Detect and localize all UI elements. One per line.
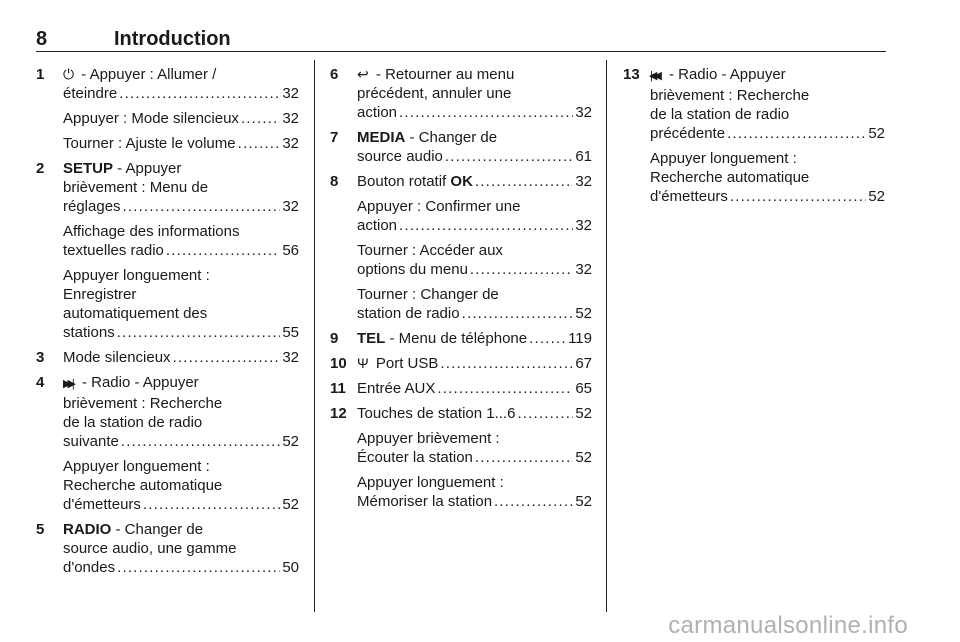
item-text: Appuyer longuement : [650,150,797,167]
leader-dots [119,84,280,103]
leader-dots [475,448,573,467]
column-3 [623,65,885,212]
list-item [330,329,592,348]
item-number: 13 [623,66,640,83]
leader-dots [117,323,281,342]
item-text: - Retourner au menu [371,66,515,83]
item-text: réglages [63,198,121,215]
item-text: d'émetteurs [650,188,728,205]
button-name: OK [450,173,473,190]
list-item [330,473,592,511]
page-reference[interactable]: 50 [282,559,299,576]
item-text: Appuyer : Confirmer une [357,198,521,215]
item-text: Tourner : Ajuste le volume [63,135,236,152]
leader-dots [143,495,280,514]
item-text: de la station de radio [63,414,203,431]
leader-dots [241,109,280,128]
item-text: - Radio - Appuyer [664,66,786,83]
list-item [330,429,592,467]
item-text: Tourner : Changer de [357,286,499,303]
leader-dots [121,432,280,451]
item-text: brièvement : Menu de [63,179,209,196]
item-text: Bouton rotatif [357,173,451,190]
list-item [330,285,592,323]
leader-dots [517,404,573,423]
item-number: 3 [36,349,45,366]
item-text: options du menu [357,261,468,278]
page-reference[interactable]: 61 [575,148,592,165]
page-reference[interactable]: 65 [575,380,592,397]
item-text: Enregistrer [63,286,137,303]
leader-dots [440,354,573,373]
item-text: action [357,104,398,121]
list-item [36,222,299,260]
leader-dots [166,241,280,260]
item-text: éteindre [63,85,118,102]
page-reference[interactable]: 32 [282,110,299,127]
item-number: 8 [330,173,339,190]
list-item [330,404,592,423]
column-2 [330,65,592,517]
watermark[interactable]: carmanualsonline.info [668,612,908,639]
item-text: précédent, annuler une [357,85,512,102]
item-text: stations [63,324,115,341]
item-text: textuelles radio [63,242,164,259]
page-reference[interactable]: 52 [868,188,885,205]
page-reference[interactable]: 56 [282,242,299,259]
list-item [330,197,592,235]
item-number: 4 [36,374,45,391]
list-item [330,172,592,191]
page-number: 8 [36,28,48,50]
leader-dots [399,103,573,122]
column-divider [314,60,315,612]
page-reference[interactable]: 32 [575,173,592,190]
item-text: - Changer de [111,521,204,538]
leader-dots [117,558,280,577]
item-text: - Appuyer : Allumer / [77,66,217,83]
item-text: Tourner : Accéder aux [357,242,503,259]
list-item [36,65,299,103]
leader-dots [475,172,573,191]
item-text: source audio, une gamme [63,540,237,557]
item-text: Entrée AUX [357,380,436,397]
item-number: 6 [330,66,339,83]
item-text: Appuyer longuement : [63,267,210,284]
item-text: d'émetteurs [63,496,141,513]
leader-dots [399,216,573,235]
page-reference[interactable]: 52 [575,493,592,510]
item-text: Touches de station 1...6 [357,405,516,422]
list-item [36,159,299,216]
item-text: station de radio [357,305,460,322]
page-reference[interactable]: 119 [568,330,592,347]
item-text: action [357,217,398,234]
page-reference[interactable]: 52 [282,496,299,513]
item-text: Recherche automatique [63,477,223,494]
item-text: Affichage des informations [63,223,240,240]
column-1 [36,65,299,583]
page-reference[interactable]: 52 [575,305,592,322]
list-item [36,109,299,128]
item-text: Appuyer longuement : [63,458,210,475]
button-name: RADIO [63,521,112,538]
page-header [36,28,886,52]
list-item [330,128,592,166]
item-number: 12 [330,405,347,422]
leader-dots [494,492,573,511]
leader-dots [730,187,866,206]
page-reference[interactable]: 32 [575,261,592,278]
item-number: 2 [36,160,45,177]
leader-dots [445,147,573,166]
item-text: automatiquement des [63,305,208,322]
page-reference[interactable]: 52 [282,433,299,450]
item-text: brièvement : Recherche [63,395,223,412]
power-icon: ⏻ [63,66,75,82]
button-name: MEDIA [357,129,406,146]
item-text: Appuyer longuement : [357,474,504,491]
page-reference[interactable]: 32 [575,104,592,121]
list-item [36,520,299,577]
page-reference[interactable]: 32 [575,217,592,234]
item-number: 10 [330,355,347,372]
item-number: 11 [330,380,346,397]
list-item [330,354,592,373]
leader-dots [727,124,866,143]
page-reference[interactable]: 32 [282,349,299,366]
page-reference[interactable]: 52 [868,125,885,142]
item-text: Mémoriser la station [357,493,493,510]
item-text: brièvement : Recherche [650,87,810,104]
item-number: 5 [36,521,45,538]
item-text: précédente [650,125,726,142]
item-text: Appuyer : Mode silencieux [63,110,239,127]
item-number: 7 [330,129,339,146]
button-name: TEL [357,330,386,347]
list-item [330,379,592,398]
page-reference[interactable]: 67 [575,355,592,372]
item-text: suivante [63,433,119,450]
item-text: source audio [357,148,443,165]
item-text: d'ondes [63,559,116,576]
list-item [36,373,299,451]
item-text: Écouter la station [357,449,473,466]
list-item [36,134,299,153]
item-text: Recherche automatique [650,169,810,186]
item-text: de la station de radio [650,106,790,123]
item-text: - Menu de téléphone [385,330,528,347]
item-text: - Appuyer [113,160,182,177]
page-reference[interactable]: 32 [282,85,299,102]
item-text: Port USB [371,355,439,372]
seek-forward-icon: ▶▶| [63,378,71,390]
header-rule [36,51,886,52]
item-text: Appuyer brièvement : [357,430,500,447]
leader-dots [173,348,281,367]
list-item [623,149,885,206]
list-item [623,65,885,143]
item-text: - Radio - Appuyer [77,374,199,391]
leader-dots [462,304,574,323]
item-number: 9 [330,330,339,347]
list-item [36,348,299,367]
page-reference[interactable]: 32 [282,135,299,152]
item-text: - Changer de [405,129,498,146]
seek-back-icon: |◀◀ [650,70,658,82]
list-item [330,65,592,122]
page-reference[interactable]: 52 [575,405,592,422]
leader-dots [437,379,573,398]
button-name: SETUP [63,160,114,177]
item-number: 1 [36,66,45,83]
usb-icon: Ψ [357,355,369,371]
list-item [36,457,299,514]
page-reference[interactable]: 55 [282,324,299,341]
leader-dots [470,260,573,279]
column-divider [606,60,607,612]
page-reference[interactable]: 32 [282,198,299,215]
back-icon: ↩ [357,66,369,82]
page-reference[interactable]: 52 [575,449,592,466]
leader-dots [123,197,281,216]
leader-dots [238,134,281,153]
page-title: Introduction [114,28,231,50]
leader-dots [529,329,566,348]
list-item [36,266,299,342]
list-item [330,241,592,279]
item-text: Mode silencieux [63,349,171,366]
